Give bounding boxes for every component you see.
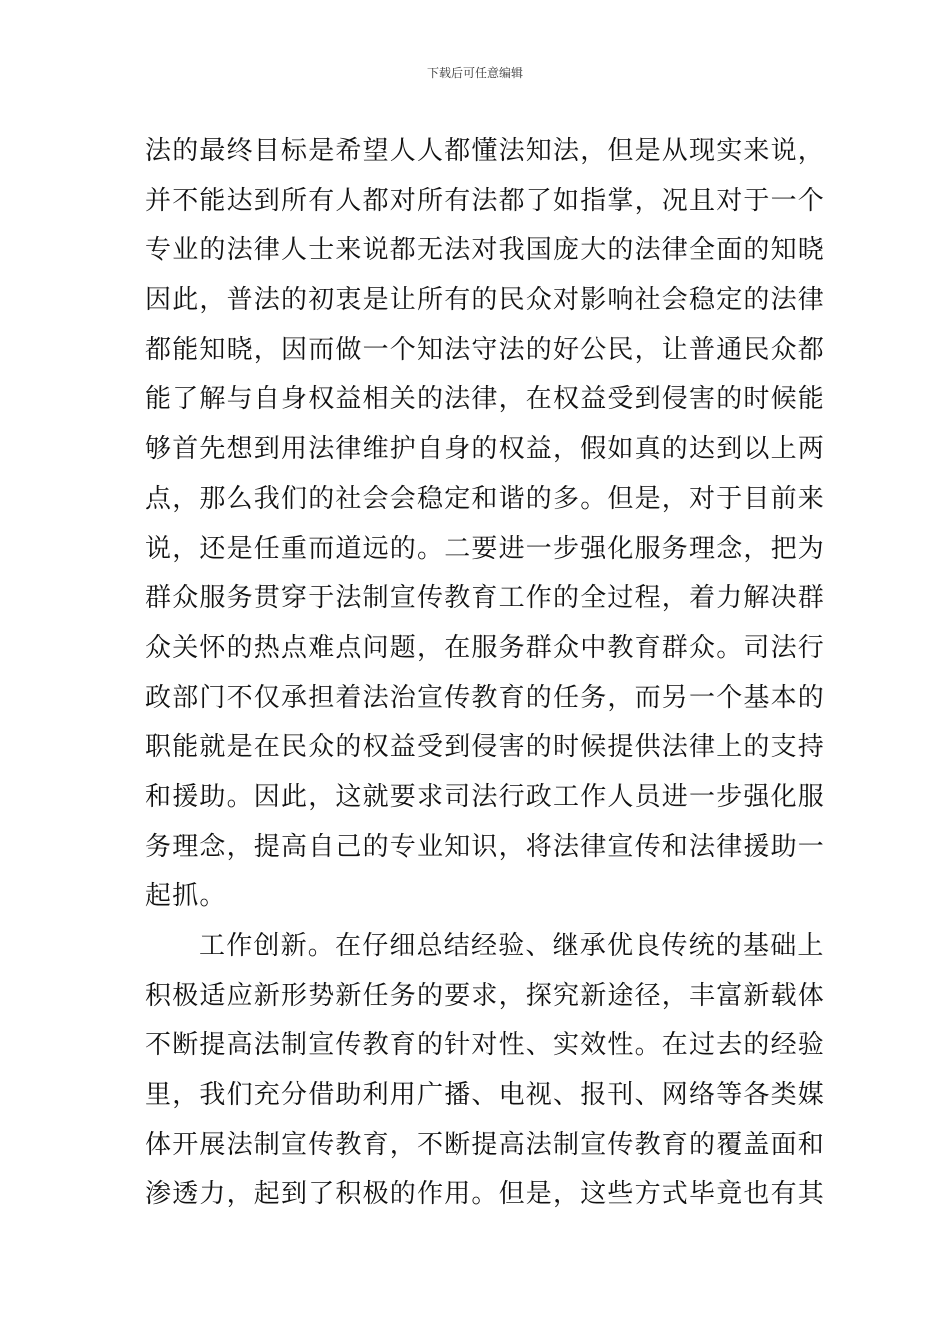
text-line: 专业的法律人士来说都无法对我国庞大的法律全面的知晓 [145, 235, 826, 266]
text-line: 点，那么我们的社会会稳定和谐的多。但是，对于目前来 [145, 483, 826, 514]
text-line: 里，我们充分借助利用广播、电视、报刊、网络等各类媒 [145, 1080, 826, 1111]
text-line: 说，还是任重而道远的。二要进一步强化服务理念，把为 [145, 533, 826, 564]
text-line: 法的最终目标是希望人人都懂法知法，但是从现实来说， [145, 136, 826, 166]
text-line: 因此，普法的初衷是让所有的民众对影响社会稳定的法律 [145, 285, 826, 316]
text-line-indented: 工作创新。在仔细总结经验、继承优良传统的基础上 [199, 931, 825, 961]
paragraph-2 [145, 922, 825, 1220]
page-header: 下载后可任意编辑 [426, 66, 523, 80]
text-line: 体开展法制宣传教育，不断提高法制宣传教育的覆盖面和 [145, 1129, 826, 1160]
text-line: 职能就是在民众的权益受到侵害的时候提供法律上的支持 [145, 732, 826, 763]
paragraph-1 [145, 127, 825, 922]
text-line: 群众服务贯穿于法制宣传教育工作的全过程，着力解决群 [145, 583, 826, 614]
text-line: 并不能达到所有人都对所有法都了如指掌，况且对于一个 [145, 185, 826, 216]
text-line: 政部门不仅承担着法治宣传教育的任务，而另一个基本的 [145, 682, 826, 713]
text-line: 众关怀的热点难点问题，在服务群众中教育群众。司法行 [145, 632, 826, 663]
text-line: 务理念，提高自己的专业知识，将法律宣传和法律援助一 [145, 831, 826, 862]
text-line: 不断提高法制宣传教育的针对性、实效性。在过去的经验 [145, 1030, 826, 1061]
text-line: 都能知晓，因而做一个知法守法的好公民，让普通民众都 [145, 334, 826, 365]
text-line: 和援助。因此，这就要求司法行政工作人员进一步强化服 [145, 781, 826, 812]
text-line: 积极适应新形势新任务的要求，探究新途径，丰富新载体 [145, 980, 826, 1011]
text-line: 够首先想到用法律维护自身的权益，假如真的达到以上两 [145, 434, 826, 465]
document-body [145, 127, 825, 1220]
text-line: 能了解与自身权益相关的法律，在权益受到侵害的时候能 [145, 384, 826, 415]
text-line: 渗透力，起到了积极的作用。但是，这些方式毕竟也有其 [145, 1179, 826, 1210]
text-line: 起抓。 [145, 881, 227, 912]
